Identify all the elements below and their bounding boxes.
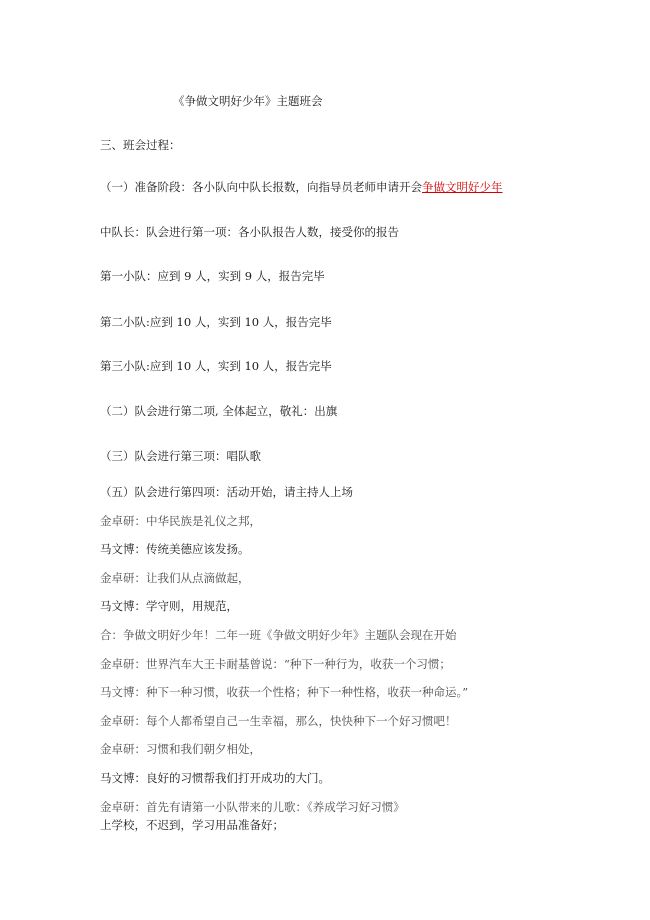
dialogue-line: 金卓研：习惯和我们朝夕相处， — [100, 742, 261, 756]
dialogue-line: 金卓研：首先有请第一小队带来的儿歌：《养成学习好习惯》 — [100, 800, 405, 814]
script-line: （三）队会进行第三项：唱队歌 — [100, 449, 261, 463]
script-line: 第三小队:应到 10 人，实到 10 人，报告完毕 — [100, 359, 332, 373]
song-line: 上学校，不迟到，学习用品准备好； — [100, 818, 284, 832]
dialogue-line: 金卓研：世界汽车大王卡耐基曾说：“种下一种行为，收获一个习惯； — [100, 657, 451, 671]
dialogue-line: 马文博：良好的习惯帮我们打开成功的大门。 — [100, 771, 330, 785]
script-line: （五）队会进行第四项：活动开始，请主持人上场 — [100, 485, 353, 499]
doc-title: 《争做文明好少年》主题班会 — [173, 94, 323, 108]
script-line: 中队长：队会进行第一项：各小队报告人数，接受你的报告 — [100, 225, 399, 239]
dialogue-line: 合：争做文明好少年！二年一班《争做文明好少年》主题队会现在开始 — [100, 628, 457, 642]
script-line: 第一小队：应到 9 人，实到 9 人，报告完毕 — [100, 269, 325, 283]
dialogue-line: 金卓研：让我们从点滴做起， — [100, 571, 250, 585]
section-heading: 三、班会过程： — [100, 138, 181, 152]
dialogue-line: 马文博：传统美德应该发扬。 — [100, 542, 250, 556]
prep-stage-text: （一）准备阶段：各小队向中队长报数，向指导员老师申请开会 — [100, 180, 422, 194]
highlighted-theme-link[interactable]: 争做文明好少年 — [422, 180, 503, 194]
dialogue-line: 金卓研：中华民族是礼仪之邦， — [100, 514, 261, 528]
script-line: （二）队会进行第二项, 全体起立，敬礼：出旗 — [100, 404, 338, 418]
dialogue-line: 马文博：种下一种习惯，收获一个性格；种下一种性格，收获一种命运。” — [100, 685, 469, 699]
dialogue-line: 金卓研：每个人都希望自己一生幸福，那么，快快种下一个好习惯吧！ — [100, 714, 457, 728]
script-line: 第二小队:应到 10 人，实到 10 人，报告完毕 — [100, 315, 332, 329]
prep-stage-line — [100, 180, 503, 194]
dialogue-line: 马文博：学守则，用规范， — [100, 599, 238, 613]
